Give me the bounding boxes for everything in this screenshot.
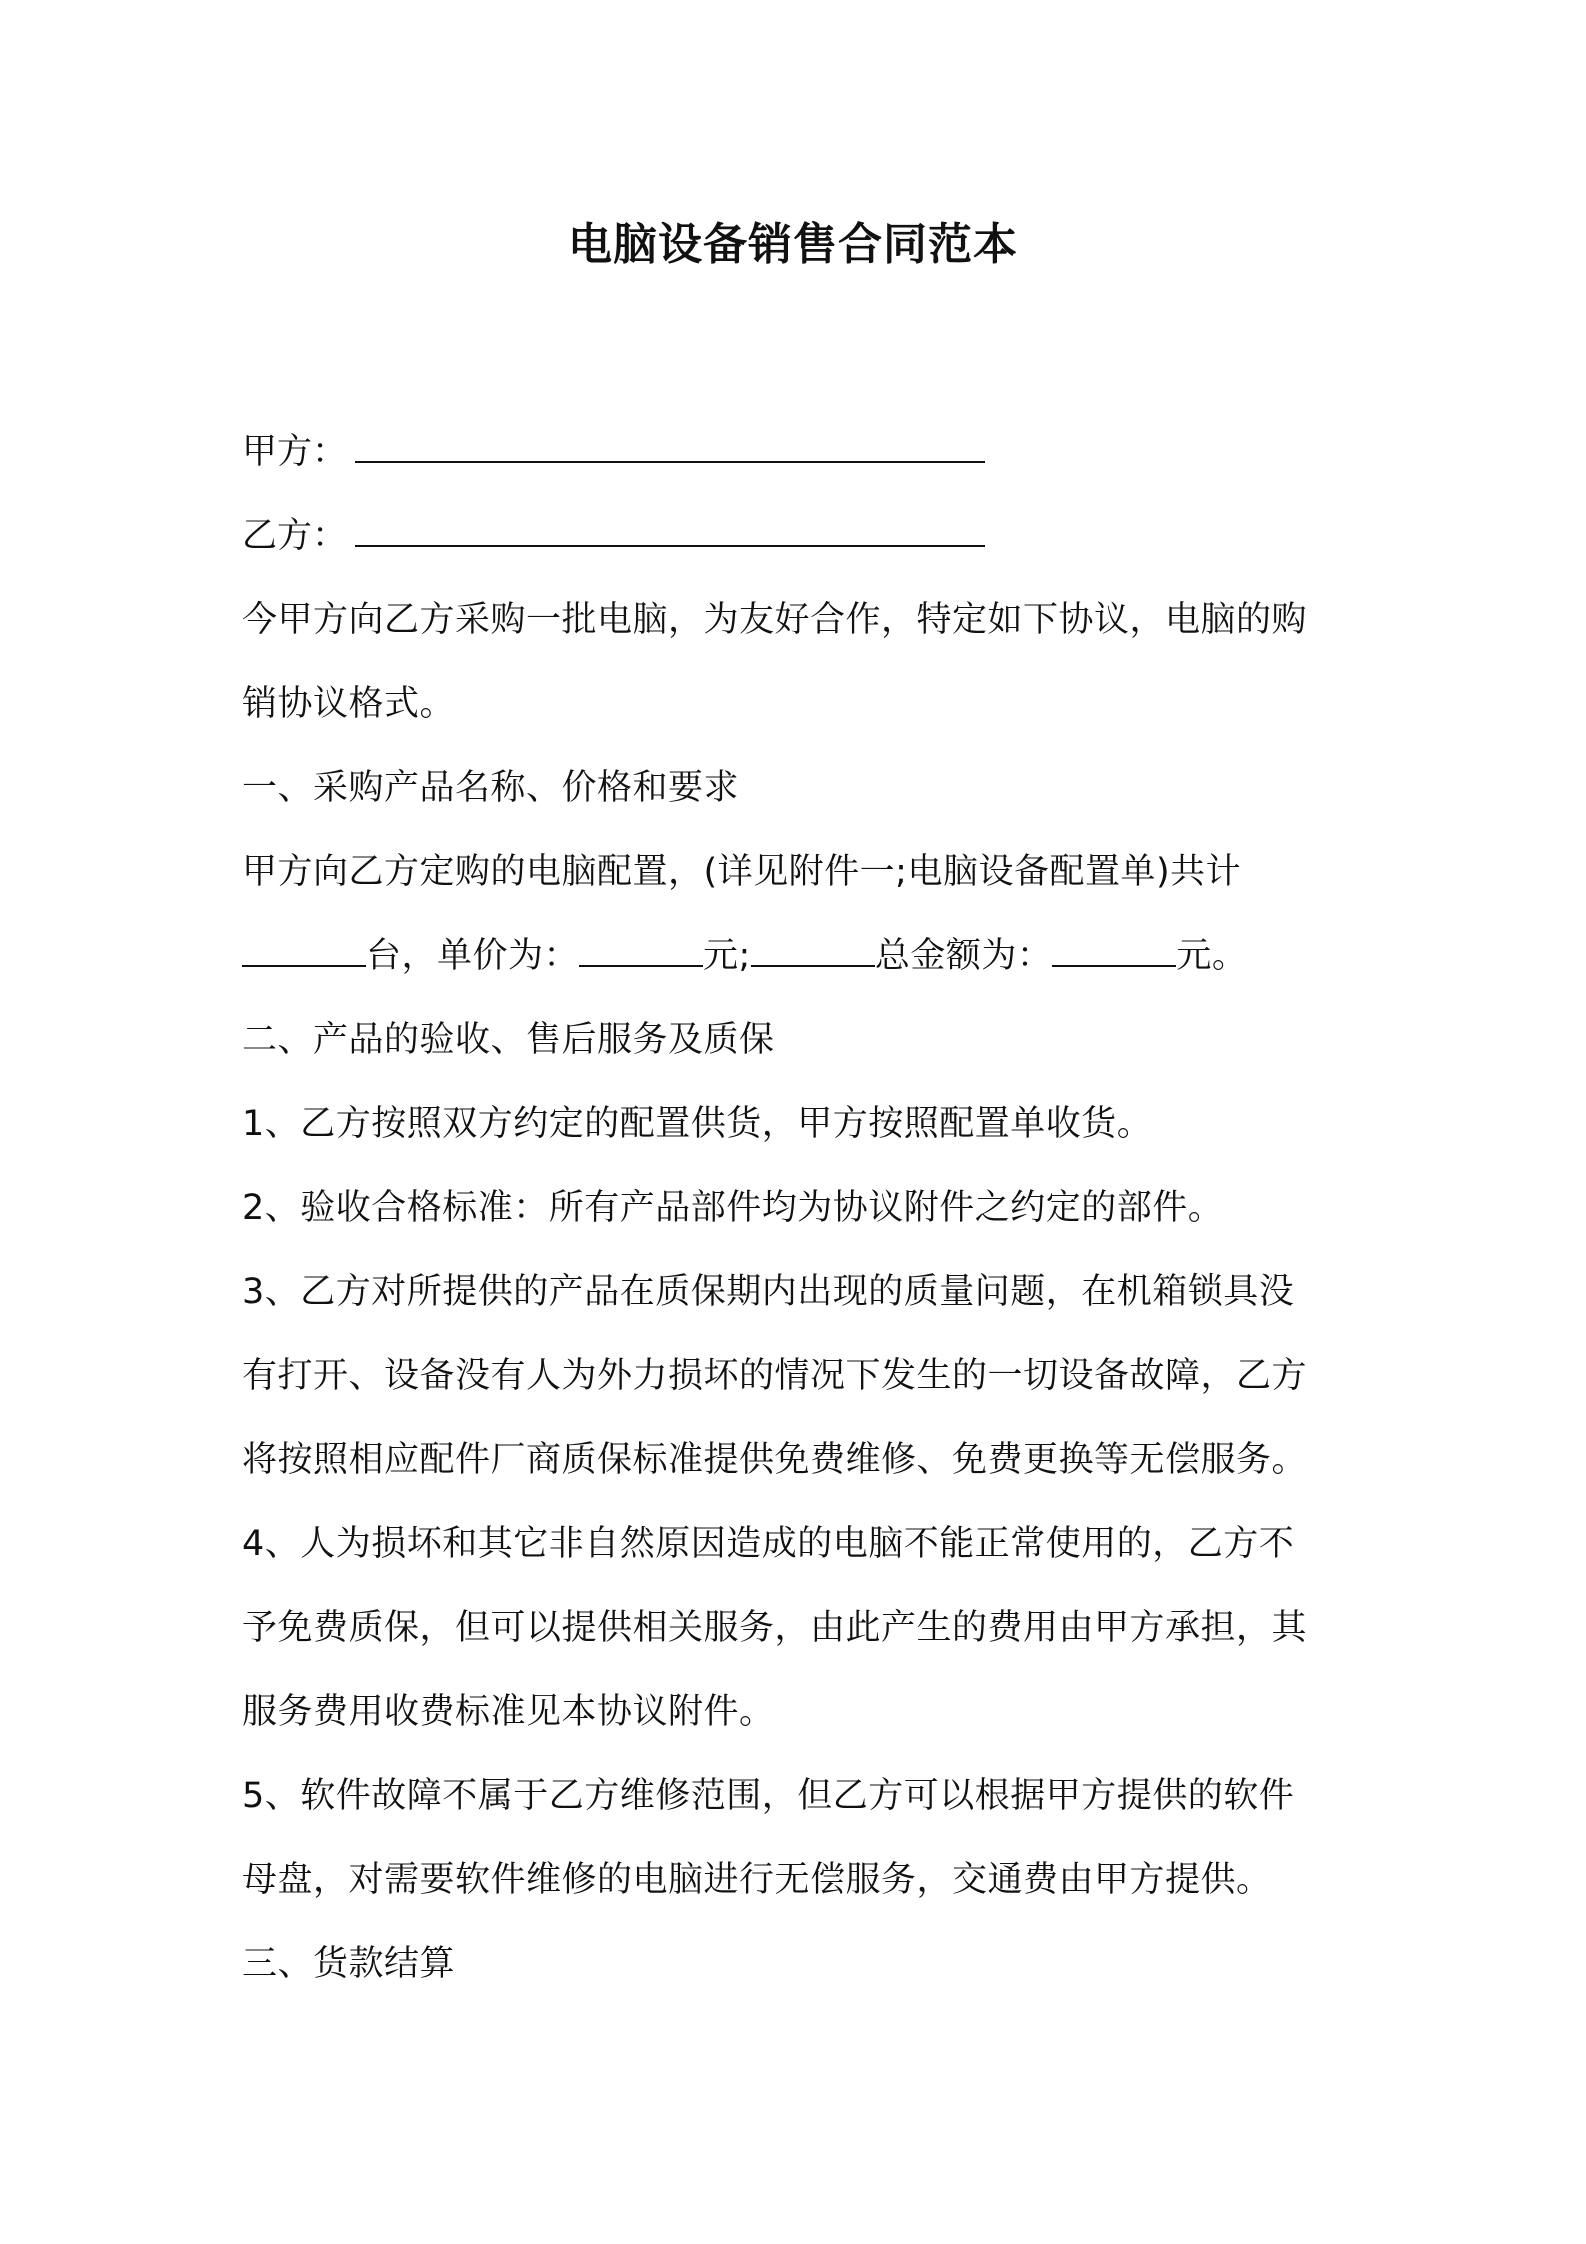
section-2-line-1: 1、乙方按照双方约定的配置供货，甲方按照配置单收货。 [242, 1104, 1153, 1144]
section-2-heading: 二、产品的验收、售后服务及质保 [242, 1020, 775, 1060]
party-a-blank [355, 433, 985, 463]
section-2-line-5: 将按照相应配件厂商质保标准提供免费维修、免费更换等无偿服务。 [242, 1440, 1308, 1480]
party-b-label: 乙方： [242, 516, 348, 556]
total-label: 总金额为： [874, 936, 1053, 976]
section-2-line-4: 有打开、设备没有人为外力损坏的情况下发生的一切设备故障，乙方 [242, 1356, 1308, 1396]
section-2-line-7: 予免费质保，但可以提供相关服务，由此产生的费用由甲方承担，其 [242, 1608, 1308, 1648]
section-1-price-line [242, 914, 1362, 998]
section-1-line-1: 甲方向乙方定购的电脑配置，(详见附件一;电脑设备配置单)共计 [242, 852, 1242, 892]
section-2-line-8: 服务费用收费标准见本协议附件。 [242, 1692, 775, 1732]
section-2-line-10: 母盘，对需要软件维修的电脑进行无偿服务，交通费由甲方提供。 [242, 1860, 1272, 1900]
quantity-suffix: 台，单价为： [366, 936, 580, 976]
extra-blank [751, 937, 875, 967]
party-a-line [242, 410, 1362, 494]
section-1-heading: 一、采购产品名称、价格和要求 [242, 768, 740, 808]
unit-price-suffix: 元; [703, 936, 751, 976]
section-2-line-6: 4、人为损坏和其它非自然原因造成的电脑不能正常使用的，乙方不 [242, 1524, 1295, 1564]
intro-line-2: 销协议格式。 [242, 684, 456, 724]
party-a-label: 甲方： [242, 432, 348, 472]
total-amount-blank [1052, 937, 1176, 967]
section-2-line-9: 5、软件故障不属于乙方维修范围，但乙方可以根据甲方提供的软件 [242, 1776, 1295, 1816]
section-2-line-3: 3、乙方对所提供的产品在质保期内出现的质量问题，在机箱锁具没 [242, 1272, 1295, 1312]
section-3-heading: 三、货款结算 [242, 1944, 456, 1984]
document-title: 电脑设备销售合同范本 [568, 219, 1018, 270]
total-suffix: 元。 [1176, 936, 1248, 976]
unit-price-blank [579, 937, 703, 967]
section-2-line-2: 2、验收合格标准：所有产品部件均为协议附件之约定的部件。 [242, 1188, 1224, 1228]
party-b-line [242, 494, 1362, 578]
party-b-blank [355, 517, 985, 547]
quantity-blank [242, 937, 366, 967]
document-body [242, 410, 1362, 2006]
intro-line-1: 今甲方向乙方采购一批电脑，为友好合作，特定如下协议，电脑的购 [242, 600, 1308, 640]
